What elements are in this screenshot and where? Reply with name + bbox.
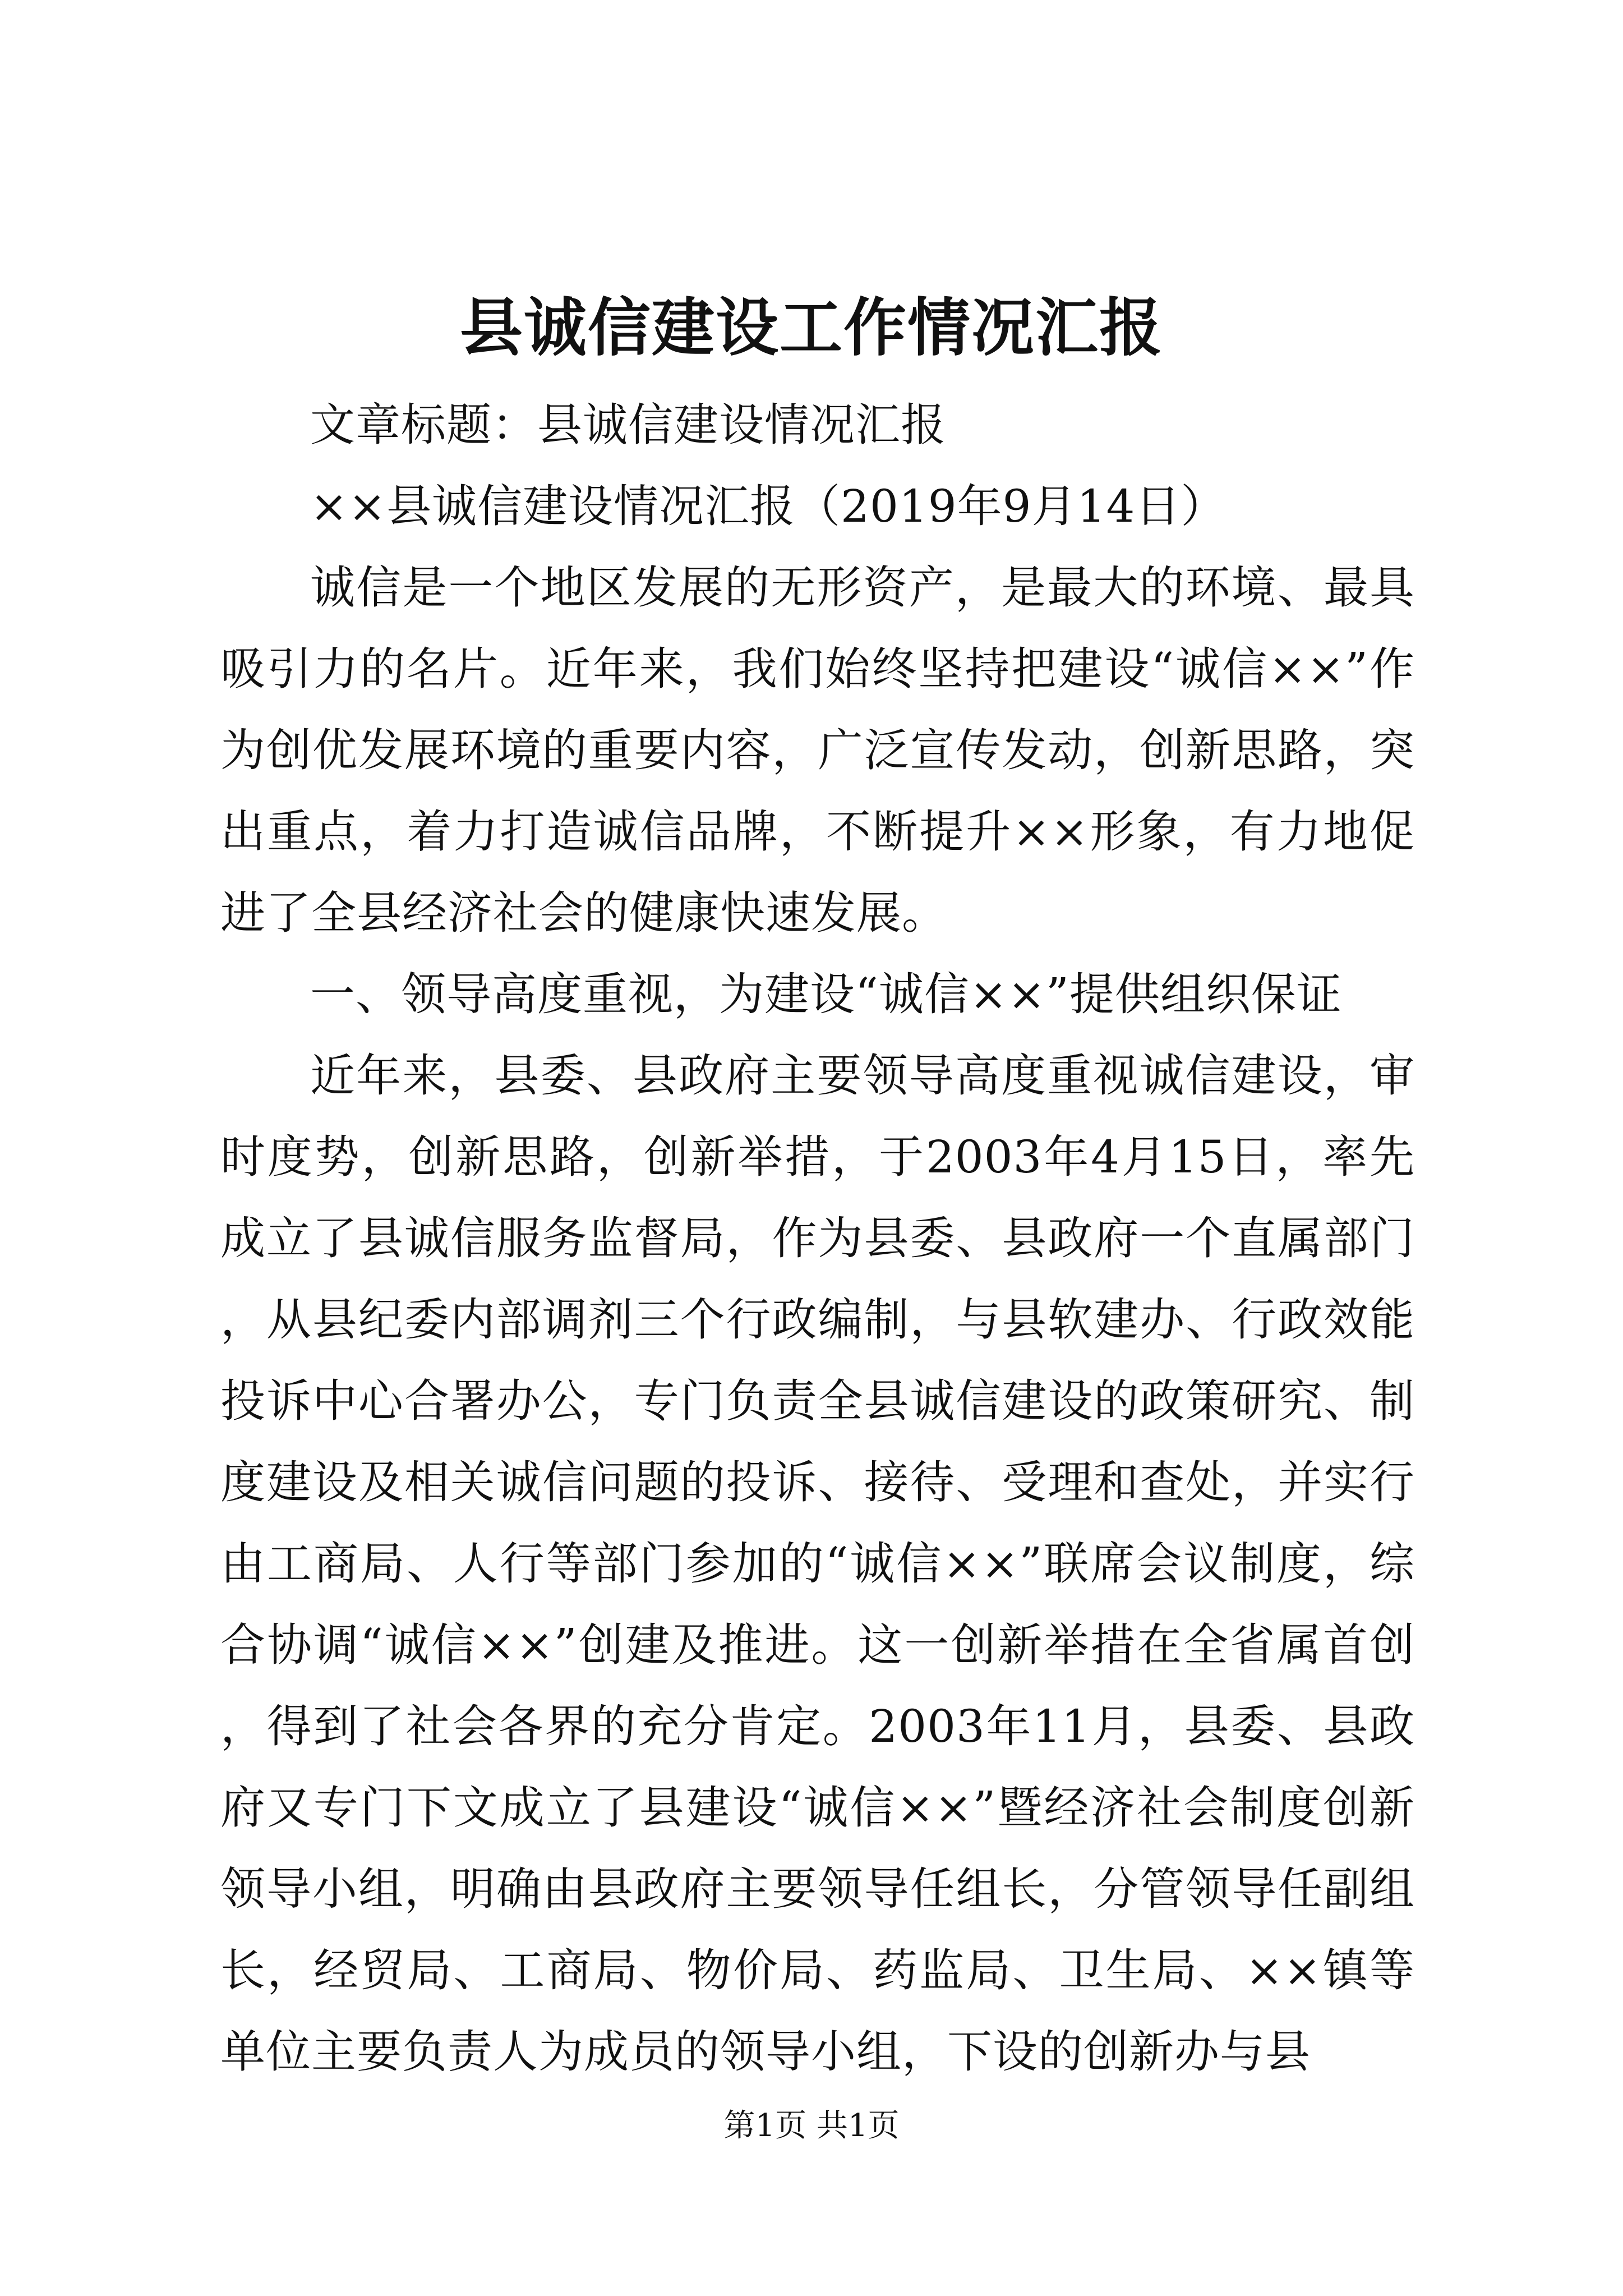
document-title: 县诚信建设工作情况汇报 xyxy=(460,291,1163,365)
section-heading-1: 一、领导高度重视，为建设“诚信××”提供组织保证 xyxy=(310,968,1342,1020)
document-body xyxy=(220,384,1415,2092)
article-title-line: 文章标题：县诚信建设情况汇报 xyxy=(310,399,946,451)
section-1-paragraph: 近年来，县委、县政府主要领导高度重视诚信建设，审时度势，创新思路，创新举措，于2003年4月15日，率先成立了县诚信服务监督局，作为县委、县政府一个直属部门，从县纪委内部调剂三个行政编制，与县软建办、行政效能投诉中心合署办公，专门负责全县诚信建设的政策研究、制度建设及相关诚信问题的投诉、接待、受理和查处，并实行由工商局、人行等部门参加的“诚信××”联席会议制度，综合协调“诚信××”创建及推进。这一创新举措在全省属首创，得到了社会各界的充分肯定。2003年11月，县委、县政府又专门下文成立了县建设“诚信××”暨经济社会制度创新领导小组，明确由县政府主要领导任组长，分管领导任副组长，经贸局、工商局、物价局、药监局、卫生局、××镇等单位主要负责人为成员的领导小组，下设的创新办与县 xyxy=(220,1050,1415,2078)
report-subtitle-line: ××县诚信建设情况汇报（2019年9月14日） xyxy=(310,480,1227,532)
page-number-footer: 第1页 共1页 xyxy=(723,2108,900,2144)
intro-paragraph: 诚信是一个地区发展的无形资产，是最大的环境、最具吸引力的名片。近年来，我们始终坚持把建设“诚信××”作为创优发展环境的重要内容，广泛宣传发动，创新思路，突出重点，着力打造诚信品牌，不断提升××形象，有力地促进了全县经济社会的健康快速发展。 xyxy=(220,562,1415,939)
